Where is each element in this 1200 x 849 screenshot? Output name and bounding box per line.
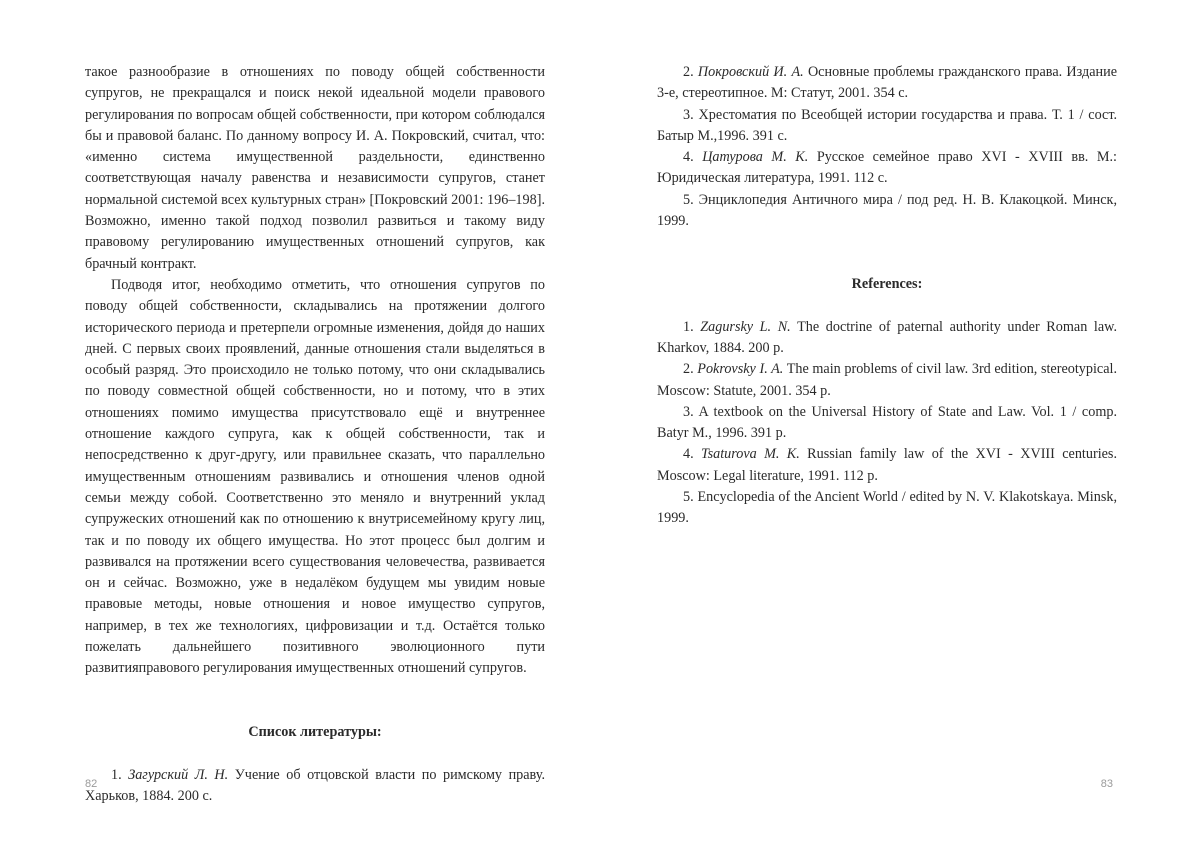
reference-item (657, 62, 1117, 105)
reference-text: Русское семейное право XVI - XVIII вв. М.: Юридическая литература, 1991. 112 с. (657, 149, 1117, 186)
reference-author: Zagursky L. N. (700, 319, 790, 335)
right-text-column (657, 62, 1117, 530)
reference-author: Pokrovsky I. A. (697, 361, 783, 377)
reference-text: Encyclopedia of the Ancient World / edited by N. V. Klakotskaya. Minsk, 1999. (657, 489, 1117, 526)
right-page (600, 0, 1200, 849)
reference-text: Энциклопедия Античного мира / под ред. Н. В. Клакоцкой. Минск, 1999. (657, 192, 1117, 229)
reference-number: 4. (683, 149, 694, 165)
reference-item (85, 765, 545, 808)
reference-number: 2. (683, 64, 694, 80)
reference-text: Russian family law of the XVI - XVIII centuries. Moscow: Legal literature, 1991. 112 p. (657, 446, 1117, 483)
reference-text: Хрестоматия по Всеобщей истории государства и права. Т. 1 / сост. Батыр М.,1996. 391 с. (657, 107, 1117, 144)
reference-author: Tsaturova M. K. (701, 446, 800, 462)
reference-number: 1. (683, 319, 694, 335)
reference-number: 2. (683, 361, 694, 377)
left-page (0, 0, 600, 849)
page-number: 82 (85, 778, 97, 790)
reference-text: The doctrine of paternal authority under Roman law. Kharkov, 1884. 200 p. (657, 319, 1117, 356)
reference-number: 1. (111, 767, 122, 783)
reference-author: Покровский И. А. (698, 64, 804, 80)
reference-number: 3. (683, 107, 694, 123)
page-number: 83 (1101, 778, 1113, 790)
reference-author: Цатурова М. К. (702, 149, 808, 165)
reference-item (657, 487, 1117, 530)
references-heading-ru: Список литературы: (85, 722, 545, 743)
reference-number: 3. (683, 404, 694, 420)
reference-item (657, 190, 1117, 233)
reference-text: A textbook on the Universal History of State and Law. Vol. 1 / comp. Batyr M., 1996. 391 p. (657, 404, 1117, 441)
reference-number: 5. (683, 192, 694, 208)
reference-item (657, 147, 1117, 190)
reference-item (657, 444, 1117, 487)
body-paragraph: такое разнообразие в отношениях по поводу общей собственности супругов, не прекращался и поиск некой идеальной модели правового регулирования по вопросам общей собственности, при котором соблюдался бы и правовой баланс. По данному вопросу И. А. Покровский, считал, что: «именно система имущественной раздельности, единственно соответствующая началу равенства и независимости супругов, станет нормальной системой всех культурных стран» [Покровский 2001: 196–198]. Возможно, именно такой подход позволил развиться и такому виду правовому регулированию имущественных отношений супругов, как брачный контракт. (85, 62, 545, 275)
reference-item (657, 359, 1117, 402)
reference-author: Загурский Л. Н. (128, 767, 228, 783)
reference-number: 4. (683, 446, 694, 462)
reference-text: The main problems of civil law. 3rd edition, stereotypical. Moscow: Statute, 2001. 354 p. (657, 361, 1117, 398)
reference-text: Учение об отцовской власти по римскому праву. Харьков, 1884. 200 с. (85, 767, 545, 804)
reference-text: Основные проблемы гражданского права. Издание 3-е, стереотипное. М: Статут, 2001. 354 с. (657, 64, 1117, 101)
body-paragraph: Подводя итог, необходимо отметить, что отношения супругов по поводу общей собственности, складывались на протяжении долгого исторического периода и претерпели огромные изменения, дойдя до наших дней. С первых своих проявлений, данные отношения стали выделяться в особый разряд. Это происходило не только потому, что они складывались по поводу совместной общей собственности, но и потому, что в этих отношениях помимо имущества присутствовало ещё и внутреннее отношение каждого супруга, как к общей собственности, так и непосредственно к друг-другу, или правильнее сказать, что параллельно имущественным отношениям развивались и отношения членов одной семьи между собой. Соответственно это меняло и внутренний уклад супружеских отношений как по отношению к внутрисемейному кругу лиц, так и по поводу их общего имущества. Но этот процесс был долгим и развивался на протяжении всего существования человечества, развивается он и сейчас. Возможно, уже в недалёком будущем мы увидим новые правовые методы, новые отношения и новое имущество супругов, например, в тех же технологиях, цифровизации и т.д. Остаётся только пожелать дальнейшего позитивного эволюционного пути развитияправового регулирования имущественных отношений супругов. (85, 275, 545, 680)
reference-item (657, 105, 1117, 148)
reference-item (657, 402, 1117, 445)
left-text-column (85, 62, 545, 808)
reference-number: 5. (683, 489, 694, 505)
references-heading-en: References: (657, 274, 1117, 295)
reference-item (657, 317, 1117, 360)
